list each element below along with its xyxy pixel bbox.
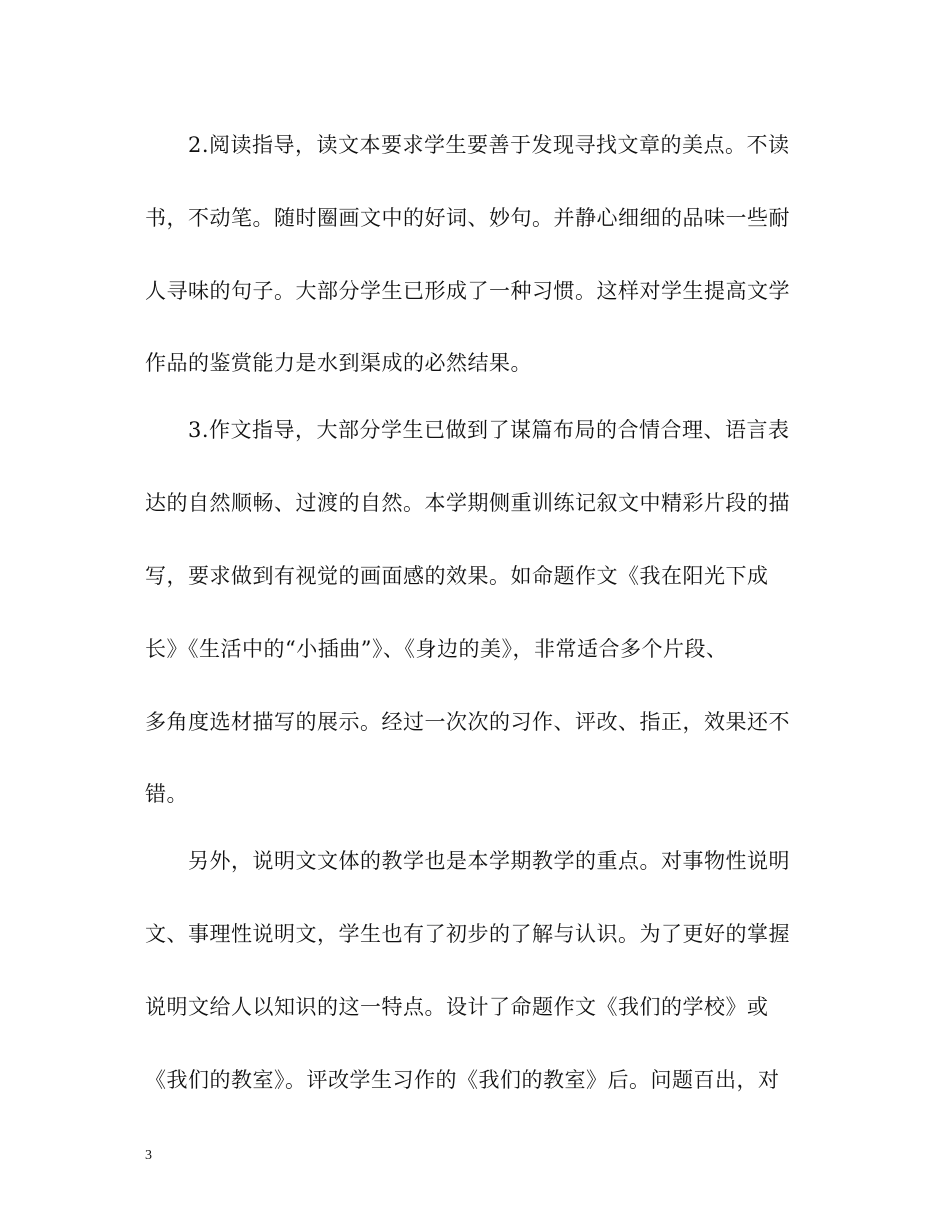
paragraph-line: 文、事理性说明文，学生也有了初步的了解与认识。为了更好的掌握 [145, 922, 790, 947]
page-number: 3 [145, 1148, 152, 1163]
paragraph-line: 达的自然顺畅、过渡的自然。本学期侧重训练记叙文中精彩片段的描 [145, 491, 790, 516]
paragraph-line: 错。 [145, 782, 188, 807]
paragraph-line: 多角度选材描写的展示。经过一次次的习作、评改、指正，效果还不 [145, 709, 790, 734]
paragraph-line: 作品的鉴赏能力是水到渠成的必然结果。 [145, 351, 532, 376]
paragraph-line: 另外，说明文文体的教学也是本学期教学的重点。对事物性说明 [188, 849, 790, 874]
paragraph-line: 说明文给人以知识的这一特点。设计了命题作文《我们的学校》或 [145, 994, 769, 1019]
paragraph-line: 人寻味的句子。大部分学生已形成了一种习惯。这样对学生提高文学 [145, 278, 790, 303]
paragraph-line: 《我们的教室》。评改学生习作的《我们的教室》后。问题百出，对 [145, 1067, 780, 1092]
paragraph-line: 写，要求做到有视觉的画面感的效果。如命题作文《我在阳光下成 [145, 563, 769, 588]
paragraph-line: 2.阅读指导，读文本要求学生要善于发现寻找文章的美点。不读 [188, 133, 790, 157]
paragraph-line: 书，不动笔。随时圈画文中的好词、妙句。并静心细细的品味一些耐 [145, 205, 790, 230]
paragraph-line: 3.作文指导，大部分学生已做到了谋篇布局的合情合理、语言表 [188, 418, 790, 443]
body-text [145, 121, 810, 1129]
paragraph-line: 长》《生活中的“小插曲”》、《身边的美》，非常适合多个片段、 [145, 636, 728, 661]
